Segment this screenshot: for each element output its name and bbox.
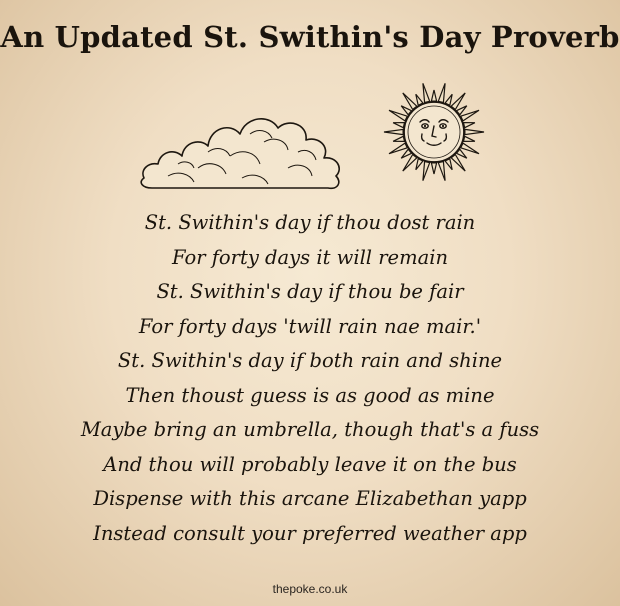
source-credit: thepoke.co.uk xyxy=(272,582,348,596)
poem-line: Dispense with this arcane Elizabethan yapp xyxy=(93,487,527,510)
illustration xyxy=(138,82,488,202)
poem-line: For forty days 'twill rain nae mair.' xyxy=(138,314,482,338)
cloud-icon xyxy=(141,119,339,189)
sun-ray xyxy=(464,123,475,128)
sun-ray xyxy=(393,136,404,141)
sun-ray xyxy=(461,110,479,121)
sun-ray xyxy=(384,129,403,134)
poem-line: Then thoust guess is as good as mine xyxy=(125,383,495,407)
sun-ray xyxy=(461,143,479,154)
poem-line: St. Swithin's day if thou be fair xyxy=(156,280,464,303)
sun-ray xyxy=(389,110,407,121)
sun-ray xyxy=(389,143,407,154)
poem-line: St. Swithin's day if both rain and shine xyxy=(117,349,503,372)
sun-ray xyxy=(438,162,445,181)
sun-ray xyxy=(465,129,484,134)
sun-ray xyxy=(464,136,475,141)
sun-ray xyxy=(423,162,430,181)
sun-ray xyxy=(431,163,436,174)
sun-face-icon xyxy=(384,83,484,180)
poem-line: Maybe bring an umbrella, though that's a fuss xyxy=(80,418,540,441)
poem-line: For forty days it will remain xyxy=(171,245,449,269)
sun-ray xyxy=(423,83,430,102)
poem-line: And thou will probably leave it on the bus xyxy=(103,452,517,476)
poem xyxy=(0,206,620,551)
sun-ray xyxy=(393,123,404,128)
poem-line: Instead consult your preferred weather app xyxy=(93,521,527,545)
sun-ray xyxy=(438,83,445,102)
poem-line: St. Swithin's day if thou dost rain xyxy=(144,211,476,234)
page-title: An Updated St. Swithin's Day Proverb xyxy=(0,20,620,54)
sun-ray xyxy=(431,90,436,101)
